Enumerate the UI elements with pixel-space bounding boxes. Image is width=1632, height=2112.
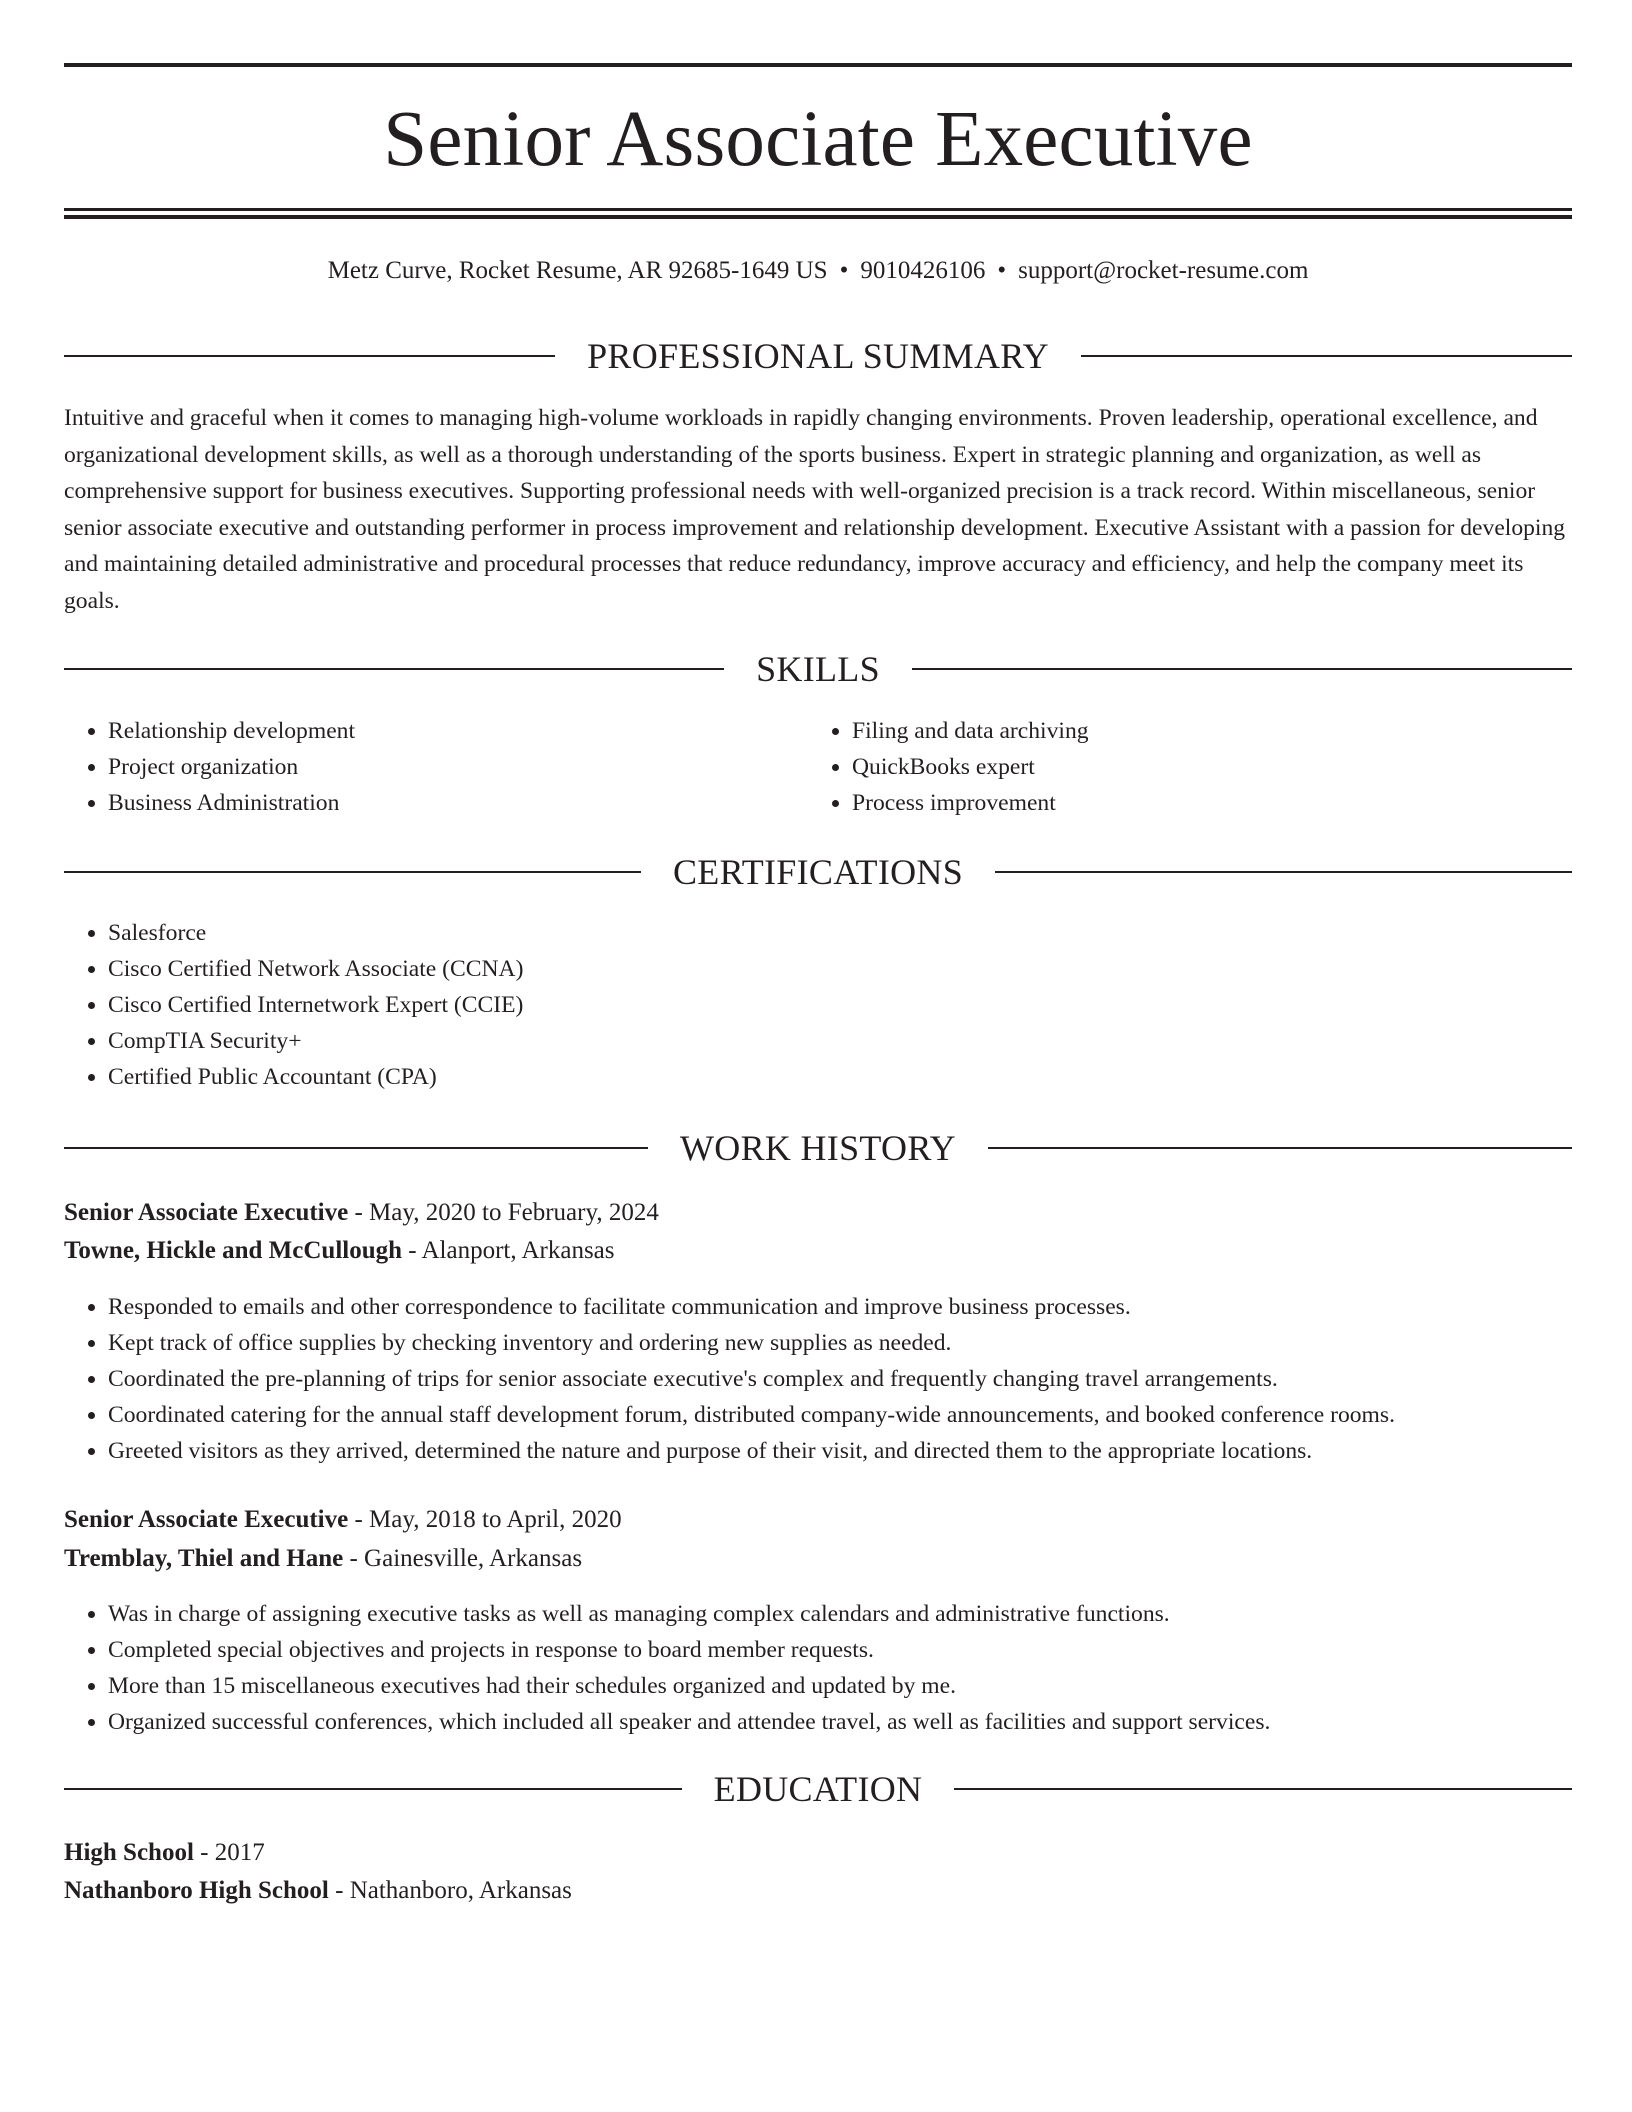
section-header-work-history: [64, 1126, 1572, 1170]
skills-list-right: [808, 713, 1552, 821]
job-title-line: [64, 1195, 659, 1231]
section-rule-right: [912, 668, 1572, 670]
header-rule-lower: [64, 215, 1572, 219]
job-title: Senior Associate Executive: [64, 1199, 349, 1226]
job-duty-item: • Responded to emails and other correspondence to facilitate communication and improve business processes.: [108, 1289, 1588, 1325]
section-header-education: [64, 1767, 1572, 1811]
job-duties-list: [64, 1289, 1588, 1469]
skill-item: • Filing and data archiving: [852, 713, 1552, 749]
section-rule-left: [64, 355, 555, 357]
job-duty-item: • Coordinated the pre-planning of trips for senior associate executive's complex and frequently changing travel arrangements.: [108, 1361, 1588, 1397]
contact-phone: 9010426106: [860, 257, 986, 284]
job-duty-item: • Organized successful conferences, which included all speaker and attendee travel, as well as facilities and support services.: [108, 1704, 1588, 1740]
section-rule-left: [64, 1788, 682, 1790]
section-title: EDUCATION: [713, 1769, 923, 1809]
certification-item: • CompTIA Security+: [108, 1023, 1508, 1059]
section-rule-right: [988, 1147, 1572, 1149]
job-duty-item: • Kept track of office supplies by checking inventory and ordering new supplies as needed.: [108, 1325, 1588, 1361]
job-company-line: [64, 1541, 582, 1577]
job-location: - Alanport, Arkansas: [402, 1237, 615, 1264]
job-duty-item: • More than 15 miscellaneous executives had their schedules organized and updated by me.: [108, 1668, 1588, 1704]
job-duty-item: • Coordinated catering for the annual staff development forum, distributed company-wide announcements, and booked conference rooms.: [108, 1397, 1588, 1433]
section-header-skills: [64, 647, 1572, 691]
section-rule-right: [995, 871, 1572, 873]
section-title: CERTIFICATIONS: [672, 852, 964, 892]
section-header-certifications: [64, 850, 1572, 894]
certification-item: • Cisco Certified Internetwork Expert (CCIE): [108, 987, 1508, 1023]
contact-separator: •: [839, 257, 849, 284]
certification-item: • Certified Public Accountant (CPA): [108, 1059, 1508, 1095]
contact-separator: •: [997, 257, 1007, 284]
section-rule-left: [64, 1147, 648, 1149]
job-title-line: [64, 1502, 622, 1538]
section-rule-left: [64, 871, 641, 873]
education-school-line: [64, 1873, 572, 1909]
section-title: WORK HISTORY: [680, 1128, 956, 1168]
section-title: SKILLS: [756, 649, 880, 689]
job-duty-item: • Completed special objectives and projects in response to board member requests.: [108, 1632, 1588, 1668]
job-title: Senior Associate Executive: [64, 1506, 349, 1533]
section-rule-right: [1081, 355, 1572, 357]
section-header-summary: [64, 334, 1572, 378]
skills-list-left: [64, 713, 808, 821]
header-rule-upper: [64, 208, 1572, 211]
skill-item: • Project organization: [108, 749, 808, 785]
job-dates: - May, 2020 to February, 2024: [348, 1199, 659, 1226]
education-degree-line: [64, 1835, 265, 1871]
certifications-list: [64, 915, 1508, 1095]
education-degree: High School: [64, 1839, 194, 1866]
skill-item: • Process improvement: [852, 785, 1552, 821]
job-duty-item: • Was in charge of assigning executive tasks as well as managing complex calendars and administrative functions.: [108, 1596, 1588, 1632]
job-company: Tremblay, Thiel and Hane: [64, 1545, 344, 1572]
candidate-name: Senior Associate Executive: [383, 96, 1253, 183]
skill-item: • Business Administration: [108, 785, 808, 821]
section-title: PROFESSIONAL SUMMARY: [587, 336, 1049, 376]
job-duty-item: • Greeted visitors as they arrived, determined the nature and purpose of their visit, and directed them to the appropriate locations.: [108, 1433, 1588, 1469]
skill-item: • Relationship development: [108, 713, 808, 749]
certification-item: • Salesforce: [108, 915, 1508, 951]
certification-item: • Cisco Certified Network Associate (CCNA): [108, 951, 1508, 987]
summary-text: Intuitive and graceful when it comes to managing high-volume workloads in rapidly changing environments. Proven leadership, operational excellence, and organizational development skills, as well as a thorough understanding of the sports business. Expert in strategic planning and organization, as well as comprehensive support for business executives. Supporting professional needs with well-organized precision is a track record. Within miscellaneous, senior senior associate executive and outstanding performer in process improvement and relationship development. Executive Assistant with a passion for developing and maintaining detailed administrative and procedural processes that reduce redundancy, improve accuracy and efficiency, and help the company meet its goals.: [64, 405, 1566, 614]
job-duties-list: [64, 1596, 1588, 1740]
skill-item: • QuickBooks expert: [852, 749, 1552, 785]
top-rule: [64, 63, 1572, 67]
education-year: - 2017: [193, 1839, 265, 1866]
education-school: Nathanboro High School: [64, 1877, 329, 1904]
contact-address: Metz Curve, Rocket Resume, AR 92685-1649 US: [327, 257, 828, 284]
section-rule-right: [954, 1788, 1572, 1790]
section-rule-left: [64, 668, 724, 670]
job-company: Towne, Hickle and McCullough: [64, 1237, 403, 1264]
contact-email: support@rocket-resume.com: [1018, 257, 1309, 284]
job-company-line: [64, 1233, 615, 1269]
job-dates: - May, 2018 to April, 2020: [348, 1506, 622, 1533]
contact-line: [64, 254, 1572, 288]
job-location: - Gainesville, Arkansas: [343, 1545, 583, 1572]
education-location: - Nathanboro, Arkansas: [328, 1877, 572, 1904]
